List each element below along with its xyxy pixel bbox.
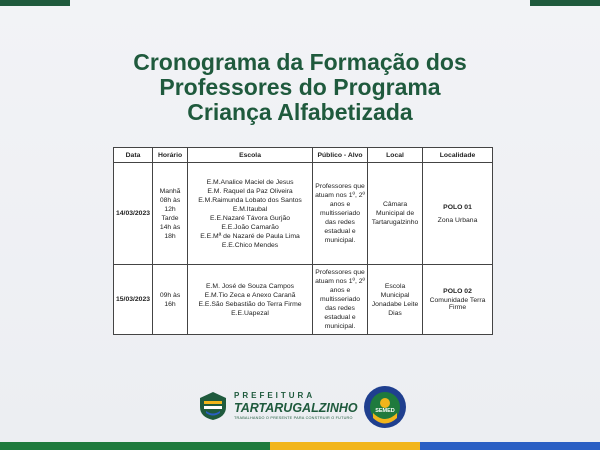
zone-label: Comunidade Terra Firme [429, 297, 486, 311]
header-date: Data [114, 148, 153, 163]
table-row [114, 163, 493, 265]
time-line: 16h [164, 300, 176, 308]
schedule-table [113, 147, 493, 335]
time-cell [153, 265, 188, 335]
locality-cell [423, 265, 493, 335]
school-name: E.E.São Sebastião do Terra Firme [198, 300, 302, 308]
page-title [0, 50, 600, 125]
time-cell [153, 163, 188, 265]
local-cell: Câmara Municipal de Tartarugalzinho [368, 163, 423, 265]
brand-color-bar [0, 442, 600, 450]
header-locality: Localidade [423, 148, 493, 163]
school-name: E.M.Raimunda Lobato dos Santos [198, 196, 302, 204]
school-cell [188, 163, 313, 265]
semed-seal-icon [363, 385, 407, 429]
school-name: E.E.Mª de Nazaré de Paula Lima [200, 232, 300, 240]
school-name: E.M. José de Souza Campos [206, 282, 295, 290]
school-name: E.E.João Camarão [221, 223, 279, 231]
title-line-2: Professores do Programa [159, 74, 441, 100]
locality-cell [423, 163, 493, 265]
semed-seal-text: SEMED [375, 408, 395, 414]
prefeitura-label: PREFEITURA [234, 391, 316, 400]
table-header-row [114, 148, 493, 163]
corner-stripe-right [530, 0, 600, 6]
school-name: E.M.Tio Zeca e Anexo Caranã [204, 291, 296, 299]
local-cell: Escola Municipal Jonadabe Leite Dias [368, 265, 423, 335]
header-school: Escola [188, 148, 313, 163]
target-cell: Professores que atuam nos 1º, 2º anos e multisseriado das redes estadual e municipal. [313, 163, 368, 265]
slogan-label: TRABALHANDO O PRESENTE PARA CONSTRUIR O FUTURO [234, 416, 353, 420]
time-line: 09h às [159, 291, 181, 299]
header-time: Horário [153, 148, 188, 163]
header-local: Local [368, 148, 423, 163]
corner-stripe-left [0, 0, 70, 6]
zone-label: Zona Urbana [437, 216, 478, 224]
time-line: 14h às [159, 223, 181, 231]
school-name: E.M.Analice Maciel de Jesus [206, 178, 294, 186]
city-label: TARTARUGALZINHO [234, 401, 358, 415]
school-name: E.E.Chico Mendes [221, 241, 279, 249]
polo-label: POLO 02 [443, 288, 472, 295]
prefeitura-emblem-icon [198, 391, 228, 421]
school-cell [188, 265, 313, 335]
header-target: Público - Alvo [313, 148, 368, 163]
time-line: 18h [164, 232, 176, 240]
footer-logos [190, 385, 420, 430]
date-cell: 14/03/2023 [114, 163, 153, 265]
time-line: 08h às [159, 196, 181, 204]
time-line: 12h [164, 205, 176, 213]
school-name: E.M. Raquel da Paz Oliveira [207, 187, 293, 195]
date-cell: 15/03/2023 [114, 265, 153, 335]
school-name: E.E.Uapezal [231, 309, 269, 317]
time-line: Manhã [159, 187, 181, 195]
table-row [114, 265, 493, 335]
polo-label: POLO 01 [443, 203, 472, 211]
school-name: E.M.Itaubal [232, 205, 268, 213]
school-name: E.E.Nazaré Távora Gurjão [210, 214, 291, 222]
time-line: Tarde [161, 214, 179, 222]
target-cell: Professores que atuam nos 1º, 2º anos e multisseriado das redes estadual e municipal. [313, 265, 368, 335]
title-line-3: Criança Alfabetizada [187, 99, 413, 125]
title-line-1: Cronograma da Formação dos [133, 49, 467, 75]
